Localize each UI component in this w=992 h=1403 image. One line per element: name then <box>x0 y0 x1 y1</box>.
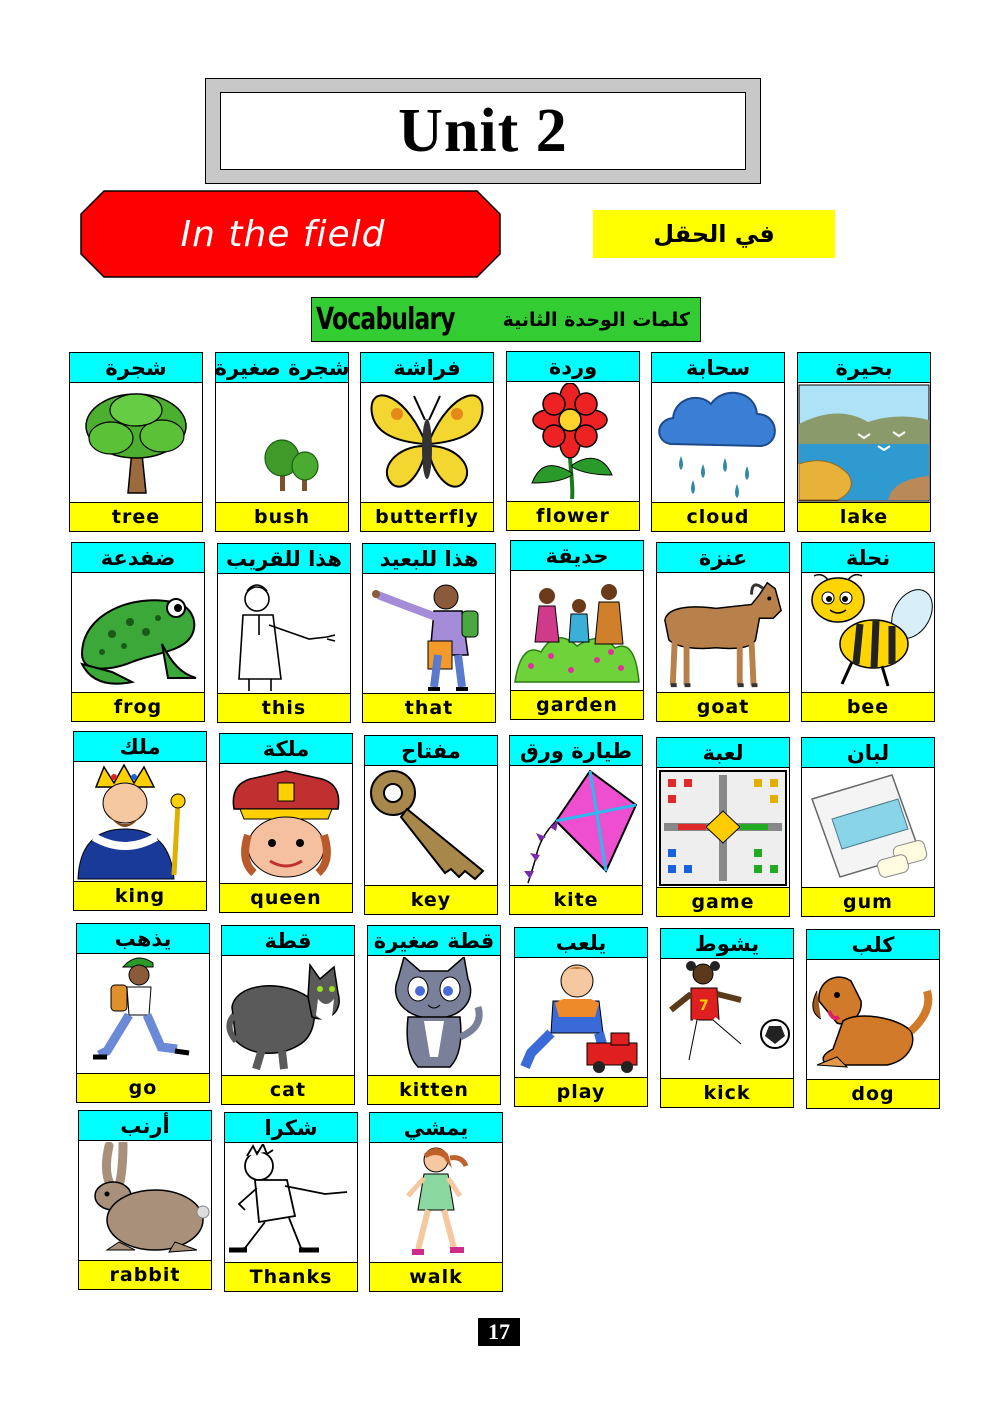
card-english-word: goat <box>657 692 789 721</box>
card-english-word: lake <box>798 502 930 531</box>
bowing-man-icon <box>225 1143 357 1263</box>
vocab-card-gum <box>801 737 935 917</box>
card-arabic-word: طيارة ورق <box>510 736 642 766</box>
lesson-title-banner <box>80 190 501 278</box>
card-arabic-word: ملك <box>74 732 206 762</box>
vocab-card-queen <box>219 733 353 913</box>
card-english-word: walk <box>370 1262 502 1291</box>
card-arabic-word: شجرة صغيرة <box>216 353 348 383</box>
lake-icon <box>798 383 930 503</box>
card-arabic-word: هذا للبعيد <box>363 544 495 574</box>
key-icon <box>365 766 497 886</box>
dog-icon <box>807 960 939 1080</box>
cat-icon <box>222 956 354 1076</box>
pointing-man-icon <box>218 574 350 694</box>
kicking-girl-icon <box>661 959 793 1079</box>
bee-icon <box>802 573 934 693</box>
lesson-title: In the field <box>180 213 386 255</box>
card-english-word: butterfly <box>361 502 493 531</box>
vocab-card-cat <box>221 925 355 1105</box>
card-arabic-word: ضفدعة <box>72 543 204 573</box>
vocab-card-walk <box>369 1112 503 1292</box>
vocabulary-header <box>311 297 701 342</box>
card-arabic-word: قطة <box>222 926 354 956</box>
gum-icon <box>802 768 934 888</box>
garden-icon <box>511 571 643 691</box>
vocab-card-kitten <box>367 925 501 1105</box>
svg-text:7: 7 <box>699 998 709 1014</box>
vocab-card-rabbit <box>78 1110 212 1290</box>
card-english-word: that <box>363 693 495 722</box>
card-arabic-word: وردة <box>507 352 639 382</box>
butterfly-icon <box>361 383 493 503</box>
card-english-word: key <box>365 885 497 914</box>
board-game-icon <box>657 768 789 888</box>
card-arabic-word: لعبة <box>657 738 789 768</box>
vocab-card-butterfly <box>360 352 494 532</box>
card-arabic-word: يشوط <box>661 929 793 959</box>
card-arabic-word: كلب <box>807 930 939 960</box>
vocab-card-game <box>656 737 790 917</box>
card-english-word: this <box>218 693 350 722</box>
card-arabic-word: عنزة <box>657 543 789 573</box>
vocab-card-go <box>76 923 210 1103</box>
vocab-card-cloud <box>651 352 785 532</box>
card-arabic-word: فراشة <box>361 353 493 383</box>
vocab-card-play <box>514 927 648 1107</box>
vocab-card-that <box>362 543 496 723</box>
card-arabic-word: سحابة <box>652 353 784 383</box>
page-number: 17 <box>478 1318 520 1346</box>
bush-icon <box>216 383 348 503</box>
card-arabic-word: شكرا <box>225 1113 357 1143</box>
walking-girl-icon <box>370 1143 502 1263</box>
vocab-card-king <box>73 731 207 911</box>
card-english-word: bee <box>802 692 934 721</box>
cloud-icon <box>652 383 784 503</box>
card-english-word: play <box>515 1077 647 1106</box>
card-english-word: game <box>657 887 789 916</box>
vocab-card-lake <box>797 352 931 532</box>
pointing-boy-icon <box>363 574 495 694</box>
unit-title: Unit 2 <box>398 96 568 165</box>
vocab-card-frog <box>71 542 205 722</box>
vocab-card-goat <box>656 542 790 722</box>
lesson-title-arabic <box>593 210 835 258</box>
walking-boy-icon <box>77 954 209 1074</box>
vocab-card-kick <box>660 928 794 1108</box>
frog-icon <box>72 573 204 693</box>
playing-boy-icon <box>515 958 647 1078</box>
card-arabic-word: مفتاح <box>365 736 497 766</box>
flower-icon <box>507 382 639 502</box>
card-arabic-word: بحيرة <box>798 353 930 383</box>
card-arabic-word: شجرة <box>70 353 202 383</box>
vocab-card-bee <box>801 542 935 722</box>
card-english-word: bush <box>216 502 348 531</box>
card-arabic-word: يذهب <box>77 924 209 954</box>
card-english-word: frog <box>72 692 204 721</box>
vocab-card-thanks <box>224 1112 358 1292</box>
card-english-word: cat <box>222 1075 354 1104</box>
vocab-card-garden <box>510 540 644 720</box>
vocab-card-kite <box>509 735 643 915</box>
card-english-word: rabbit <box>79 1260 211 1289</box>
vocab-card-key <box>364 735 498 915</box>
card-english-word: gum <box>802 887 934 916</box>
card-arabic-word: ملكة <box>220 734 352 764</box>
goat-icon <box>657 573 789 693</box>
card-english-word: go <box>77 1073 209 1102</box>
vocab-card-flower <box>506 351 640 531</box>
card-english-word: queen <box>220 883 352 912</box>
card-english-word: Thanks <box>225 1262 357 1291</box>
card-english-word: garden <box>511 690 643 719</box>
vocabulary-title: Vocabulary <box>316 302 455 337</box>
card-english-word: kitten <box>368 1075 500 1104</box>
card-english-word: dog <box>807 1079 939 1108</box>
unit-title-frame <box>205 78 761 184</box>
card-arabic-word: لبان <box>802 738 934 768</box>
vocab-card-this <box>217 543 351 723</box>
kite-icon <box>510 766 642 886</box>
card-arabic-word: حديقة <box>511 541 643 571</box>
card-english-word: kick <box>661 1078 793 1107</box>
card-arabic-word: نحلة <box>802 543 934 573</box>
queen-icon <box>220 764 352 884</box>
card-english-word: cloud <box>652 502 784 531</box>
card-english-word: kite <box>510 885 642 914</box>
kitten-icon <box>368 956 500 1076</box>
tree-icon <box>70 383 202 503</box>
card-arabic-word: يمشي <box>370 1113 502 1143</box>
card-english-word: king <box>74 881 206 910</box>
vocab-card-dog <box>806 929 940 1109</box>
rabbit-icon <box>79 1141 211 1261</box>
vocab-card-tree <box>69 352 203 532</box>
vocab-card-bush <box>215 352 349 532</box>
king-icon <box>74 762 206 882</box>
unit-title-inner <box>220 92 746 170</box>
card-english-word: tree <box>70 502 202 531</box>
card-arabic-word: يلعب <box>515 928 647 958</box>
card-english-word: flower <box>507 501 639 530</box>
lesson-title-arabic-text: في الحقل <box>653 220 775 248</box>
vocabulary-subtitle-arabic: كلمات الوحدة الثانية <box>502 308 690 331</box>
card-arabic-word: قطة صغيرة <box>368 926 500 956</box>
card-arabic-word: أرنب <box>79 1111 211 1141</box>
card-arabic-word: هذا للقريب <box>218 544 350 574</box>
